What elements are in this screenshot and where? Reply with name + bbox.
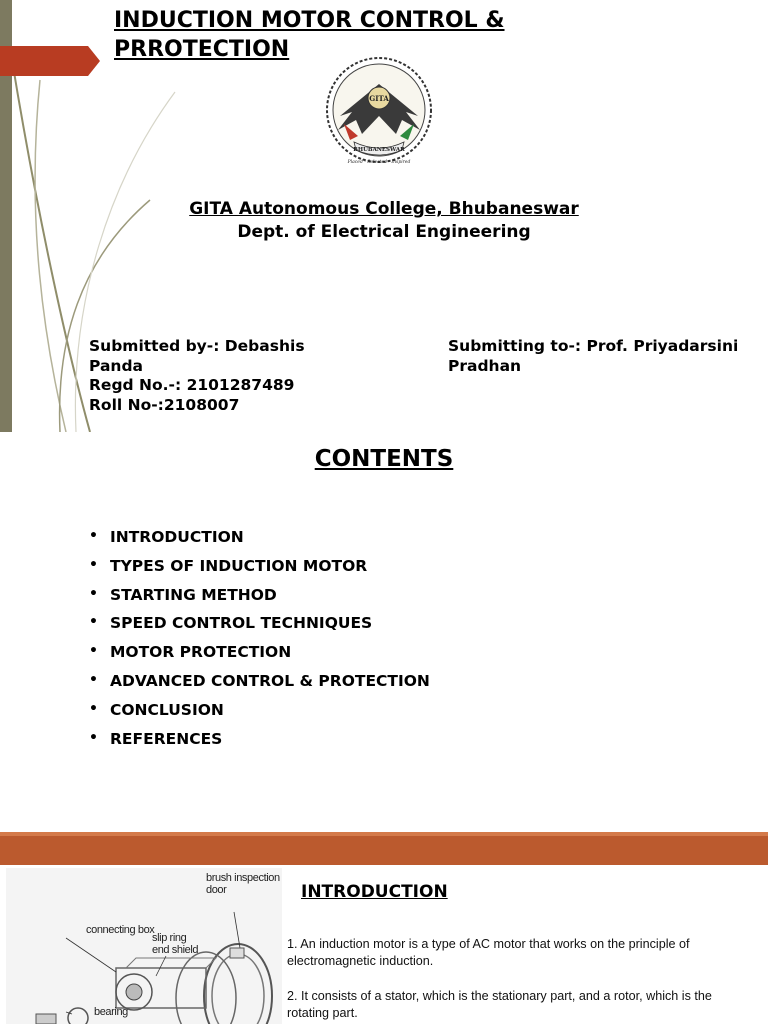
introduction-title: INTRODUCTION (301, 882, 448, 902)
logo-text-top: GITA (369, 94, 389, 103)
list-item: • SPEED CONTROL TECHNIQUES (88, 614, 430, 643)
roll-no: Roll No-:2108007 (89, 395, 240, 414)
contents-list (88, 528, 430, 758)
figure-label-brush-door: brush inspection door (206, 872, 280, 896)
list-item: • REFERENCES (88, 730, 430, 759)
list-item: • INTRODUCTION (88, 528, 430, 557)
contents-slide (0, 432, 768, 832)
list-item: • STARTING METHOD (88, 586, 430, 615)
submitted-by-block (89, 337, 339, 415)
title-slide (0, 0, 768, 432)
header-band (0, 832, 768, 865)
department-name: Dept. of Electrical Engineering (237, 222, 531, 242)
figure-label-slip-ring: slip ring end shield (152, 932, 199, 956)
college-name: GITA Autonomous College, Bhubaneswar (189, 199, 579, 219)
intro-paragraph-1: 1. An induction motor is a type of AC motor that works on the principle of electromagnetic induction. (287, 937, 690, 968)
logo-motto: Placed - Selected - Inspired (347, 160, 411, 165)
submitted-by: Submitted by-: Debashis Panda (89, 337, 305, 375)
logo-text-bottom: BHUBANESWAR (353, 147, 405, 153)
introduction-slide (0, 832, 768, 1024)
title-arrow-tag (0, 46, 100, 76)
submitting-to: Submitting to-: Prof. Priyadarsini Pradhan (448, 337, 739, 375)
list-item: • CONCLUSION (88, 701, 430, 730)
figure-label-connecting-box: connecting box (86, 924, 155, 936)
contents-title: CONTENTS (314, 446, 454, 472)
list-item: • TYPES OF INDUCTION MOTOR (88, 557, 430, 586)
list-item: • ADVANCED CONTROL & PROTECTION (88, 672, 430, 701)
slide-title: INDUCTION MOTOR CONTROL & PRROTECTION (114, 8, 505, 62)
list-item: • MOTOR PROTECTION (88, 643, 430, 672)
regd-no: Regd No.-: 2101287489 (89, 376, 295, 394)
intro-paragraph-2: 2. It consists of a stator, which is the stationary part, and a rotor, which is the rotating part. (287, 989, 712, 1020)
eagle-emblem-icon (318, 54, 440, 170)
motor-diagram-figure (6, 868, 282, 1024)
figure-label-bearing: bearing (94, 1006, 128, 1018)
